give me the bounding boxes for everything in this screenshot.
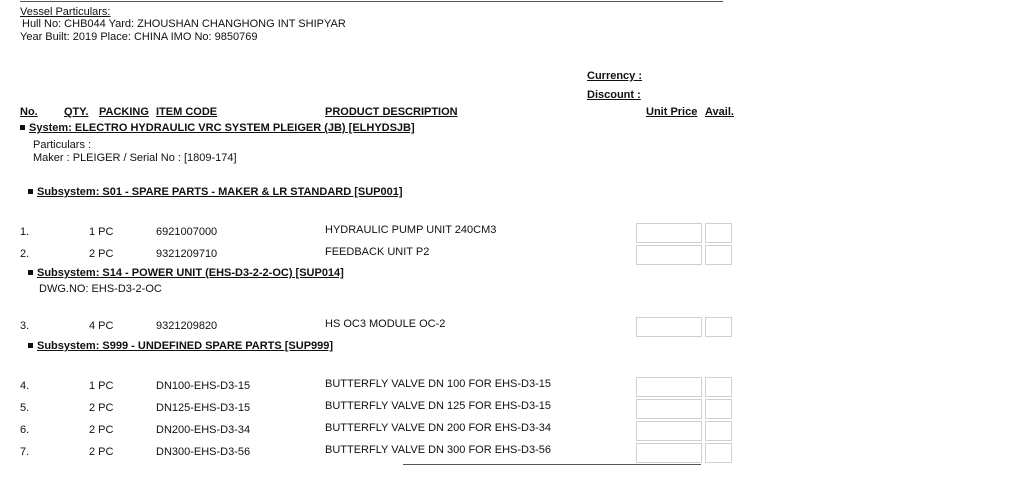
bullet-icon <box>28 343 33 348</box>
item-no: 2. <box>20 248 30 260</box>
item-code: 9321209710 <box>156 248 218 260</box>
item-qty: 2 PC <box>89 248 114 260</box>
item-no: 6. <box>20 424 30 436</box>
col-item-code: ITEM CODE <box>156 106 218 118</box>
item-description: HS OC3 MODULE OC-2 <box>325 318 446 330</box>
system-maker: Maker : PLEIGER / Serial No : [1809-174] <box>33 152 237 164</box>
item-qty: 1 PC <box>89 380 114 392</box>
system-title: System: ELECTRO HYDRAULIC VRC SYSTEM PLEIGER (JB) [ELHYDSJB] <box>20 122 415 135</box>
currency-label: Currency : <box>587 70 643 82</box>
item-description: BUTTERFLY VALVE DN 200 FOR EHS-D3-34 <box>325 422 551 434</box>
subsystem-title: Subsystem: S01 - SPARE PARTS - MAKER & LR STANDARD [SUP001] <box>28 186 403 199</box>
item-no: 3. <box>20 320 30 332</box>
bottom-rule <box>403 464 701 465</box>
item-qty: 2 PC <box>89 402 114 414</box>
avail-input[interactable] <box>705 421 732 441</box>
avail-input[interactable] <box>705 443 732 463</box>
item-description: BUTTERFLY VALVE DN 100 FOR EHS-D3-15 <box>325 378 551 390</box>
item-no: 7. <box>20 446 30 458</box>
col-packing: PACKING <box>99 106 149 118</box>
col-qty: QTY. <box>64 106 89 118</box>
item-description: BUTTERFLY VALVE DN 300 FOR EHS-D3-56 <box>325 444 551 456</box>
item-code: DN125-EHS-D3-15 <box>156 402 251 414</box>
item-qty: 4 PC <box>89 320 114 332</box>
bullet-icon <box>28 270 33 275</box>
item-code: DN200-EHS-D3-34 <box>156 424 251 436</box>
vessel-hull-yard: Hull No: CHB044 Yard: ZHOUSHAN CHANGHONG INT SHIPYAR <box>22 18 346 30</box>
item-no: 5. <box>20 402 30 414</box>
subsystem-note: DWG.NO: EHS-D3-2-OC <box>39 283 162 295</box>
discount-label: Discount : <box>587 89 641 101</box>
avail-input[interactable] <box>705 317 732 337</box>
unit-price-input[interactable] <box>636 399 702 419</box>
unit-price-input[interactable] <box>636 223 702 243</box>
unit-price-input[interactable] <box>636 443 702 463</box>
bullet-icon <box>28 189 33 194</box>
col-unit-price: Unit Price <box>646 106 698 118</box>
item-qty: 2 PC <box>89 424 114 436</box>
vessel-heading: Vessel Particulars: <box>20 6 111 18</box>
subsystem-title: Subsystem: S14 - POWER UNIT (EHS-D3-2-2-OC) [SUP014] <box>28 267 344 280</box>
system-particulars: Particulars : <box>33 139 92 151</box>
col-description: PRODUCT DESCRIPTION <box>325 106 458 118</box>
bullet-icon <box>20 125 25 130</box>
item-code: 9321209820 <box>156 320 218 332</box>
item-qty: 1 PC <box>89 226 114 238</box>
item-description: HYDRAULIC PUMP UNIT 240CM3 <box>325 224 497 236</box>
item-description: BUTTERFLY VALVE DN 125 FOR EHS-D3-15 <box>325 400 551 412</box>
col-avail: Avail. <box>705 106 734 118</box>
unit-price-input[interactable] <box>636 245 702 265</box>
vessel-year-place: Year Built: 2019 Place: CHINA IMO No: 9850769 <box>20 31 258 43</box>
item-no: 1. <box>20 226 30 238</box>
unit-price-input[interactable] <box>636 377 702 397</box>
avail-input[interactable] <box>705 223 732 243</box>
col-no: No. <box>20 106 38 118</box>
item-qty: 2 PC <box>89 446 114 458</box>
avail-input[interactable] <box>705 399 732 419</box>
item-no: 4. <box>20 380 30 392</box>
item-code: 6921007000 <box>156 226 218 238</box>
avail-input[interactable] <box>705 377 732 397</box>
subsystem-title: Subsystem: S999 - UNDEFINED SPARE PARTS [SUP999] <box>28 340 333 353</box>
top-rule <box>20 1 723 2</box>
unit-price-input[interactable] <box>636 317 702 337</box>
item-description: FEEDBACK UNIT P2 <box>325 246 430 258</box>
item-code: DN300-EHS-D3-56 <box>156 446 251 458</box>
unit-price-input[interactable] <box>636 421 702 441</box>
item-code: DN100-EHS-D3-15 <box>156 380 251 392</box>
avail-input[interactable] <box>705 245 732 265</box>
